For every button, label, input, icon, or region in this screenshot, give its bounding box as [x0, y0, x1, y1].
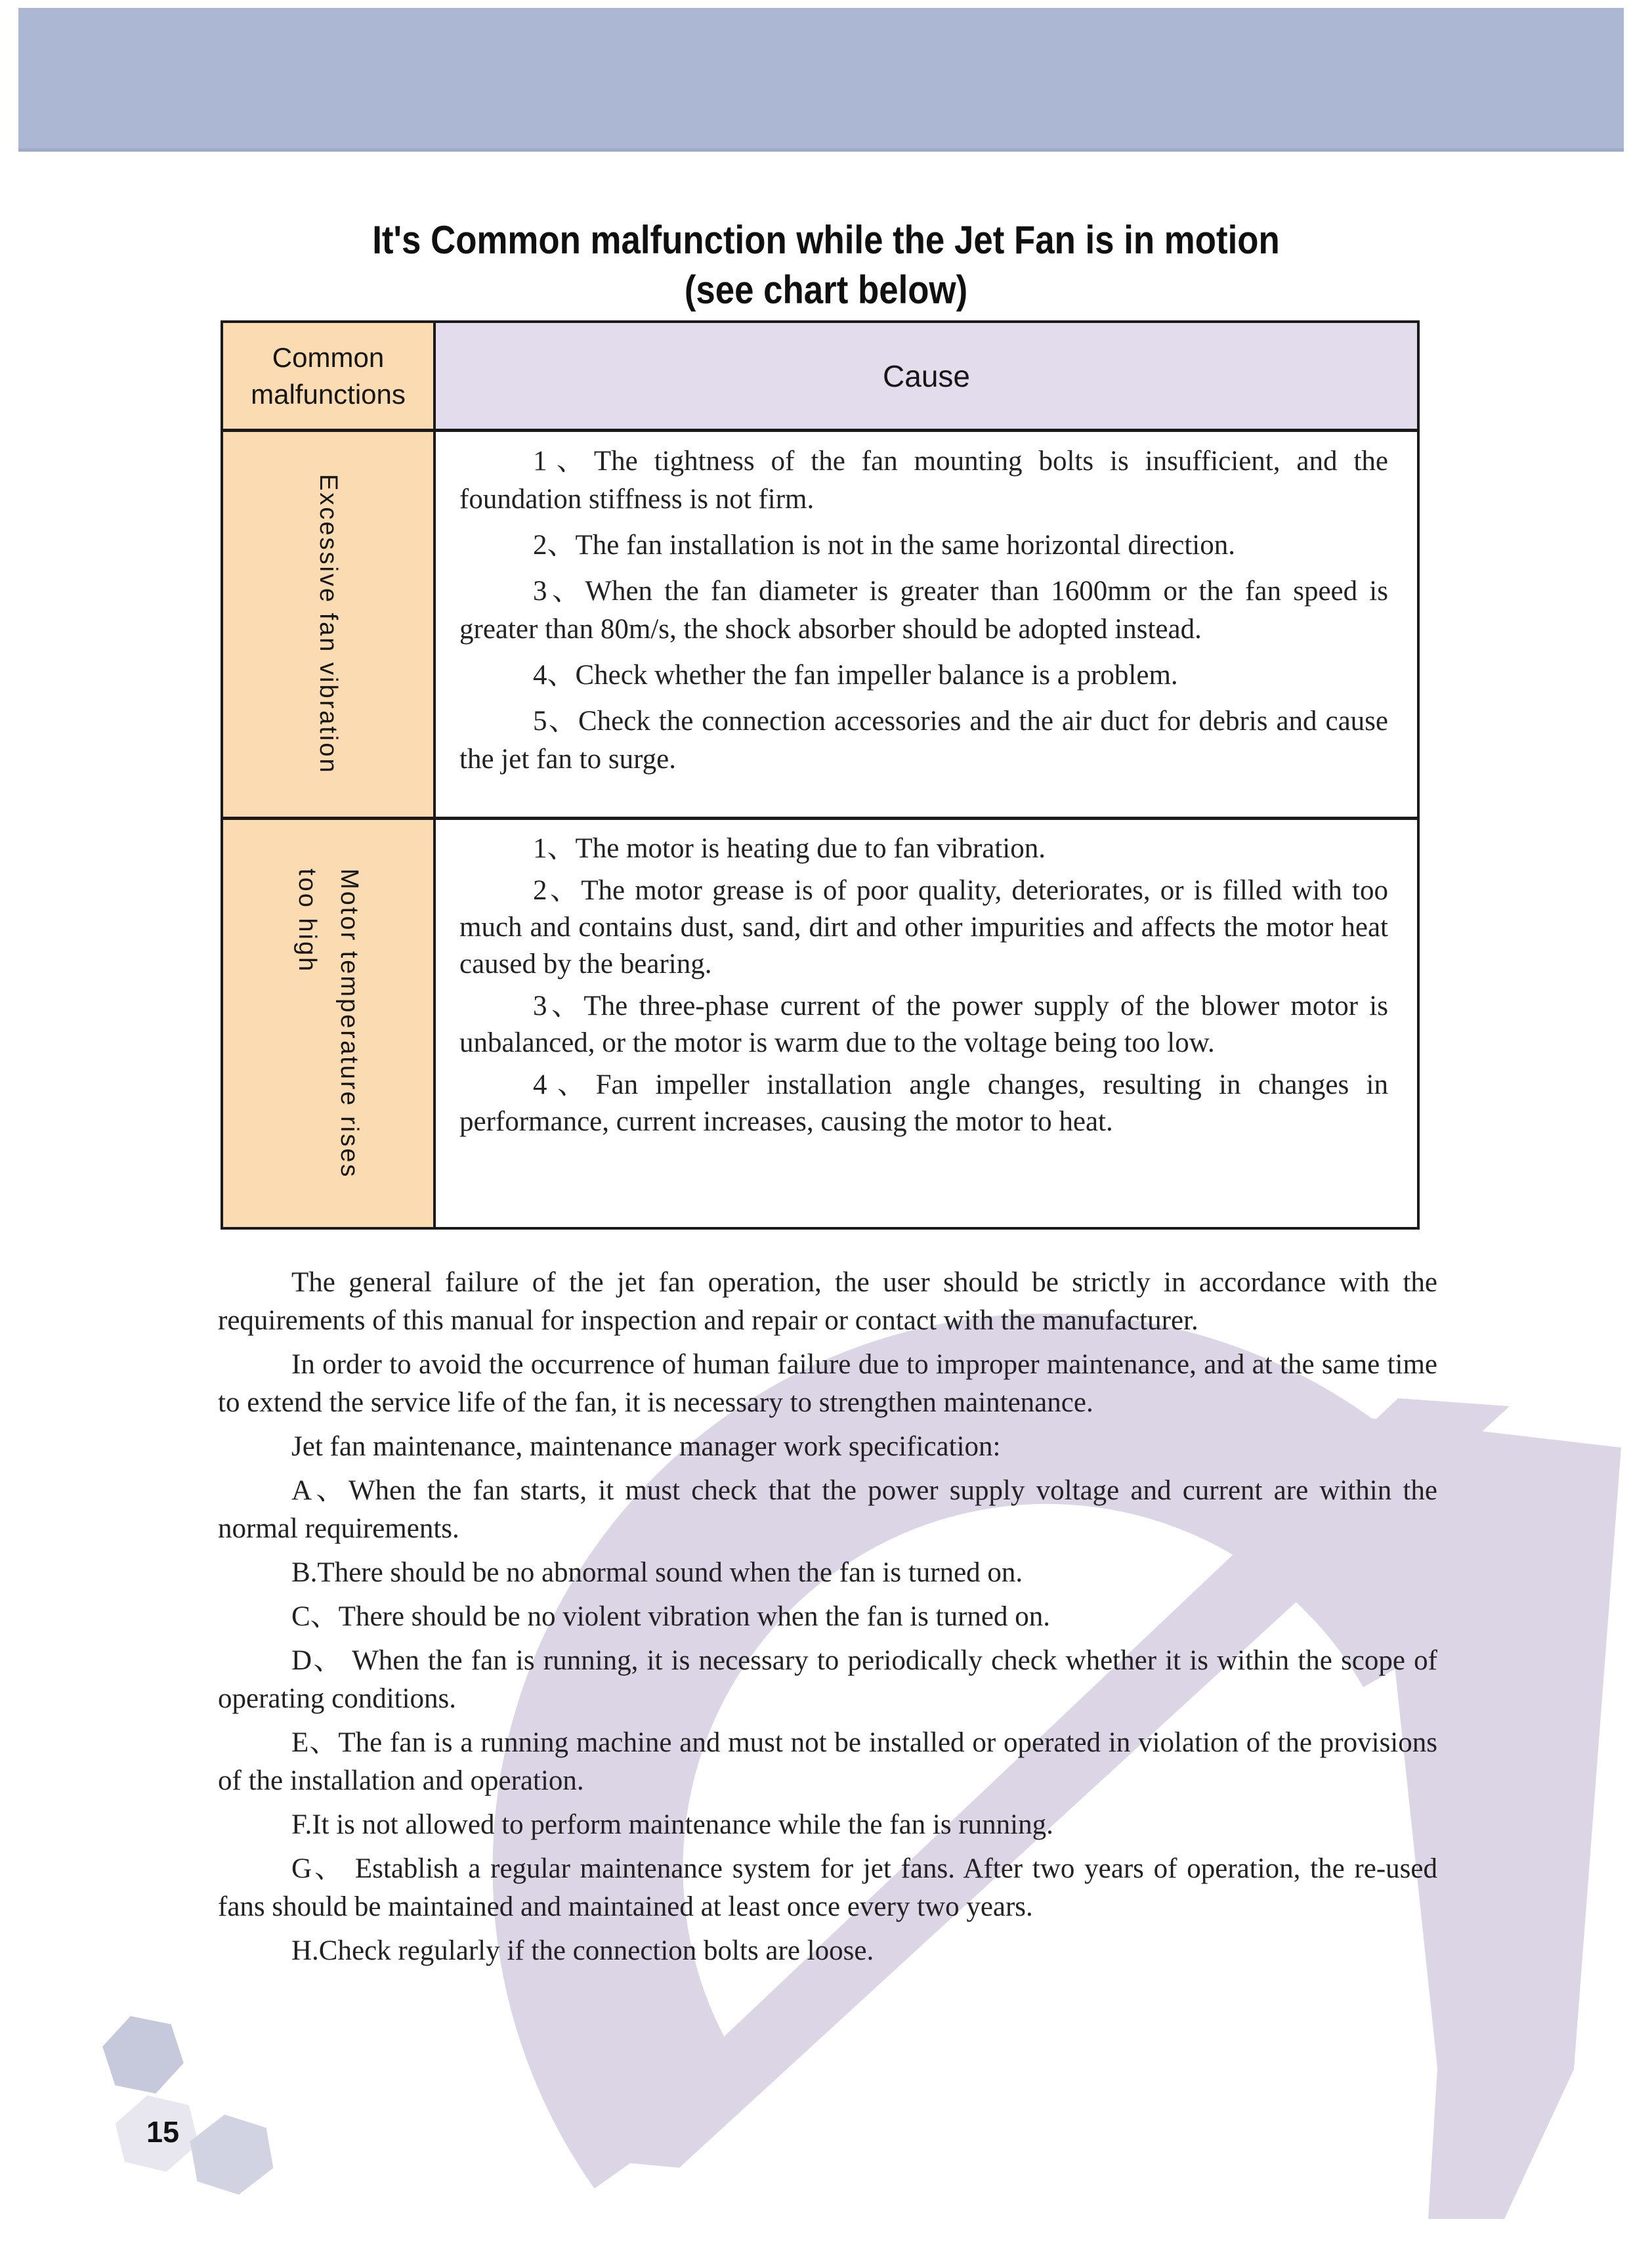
cause-item: 3、When the fan diameter is greater than 1600mm or the fan speed is greater than 80m/s, the shock absorber should be adopted instead. — [459, 576, 1388, 645]
body-paragraph: In order to avoid the occurrence of human failure due to improper maintenance, and at the same time to extend the service life of the fan, it is necessary to strengthen maintenance. — [218, 1349, 1437, 1418]
page-title — [99, 215, 1553, 315]
table-row-label-temperature — [223, 820, 436, 1227]
vertical-label-line: too high — [293, 868, 321, 974]
malfunction-table — [221, 320, 1420, 1230]
body-paragraph: Jet fan maintenance, maintenance manager work specification: — [291, 1431, 1001, 1462]
vertical-label — [286, 869, 370, 1178]
page-number: 15 — [146, 2115, 180, 2149]
body-paragraph: The general failure of the jet fan operation, the user should be strictly in accordance with the requirements of this manual for inspection and repair or contact with the manufacturer. — [218, 1267, 1437, 1336]
table-header-malfunctions: Common malfunctions — [223, 323, 436, 432]
cause-item: 1、The motor is heating due to fan vibration. — [533, 833, 1046, 864]
body-text — [218, 1264, 1437, 1976]
body-paragraph: C、There should be no violent vibration when the fan is turned on. — [291, 1601, 1050, 1632]
body-paragraph: A、When the fan starts, it must check that the power supply voltage and current are within the normal requirements. — [218, 1475, 1437, 1544]
cause-item: 2、The motor grease is of poor quality, deteriorates, or is filled with too much and contains dust, sand, dirt and other impurities and affects the motor heat caused by the bearing. — [459, 875, 1388, 979]
table-cell-temperature-causes — [436, 820, 1417, 1227]
cause-item: 1、The tightness of the fan mounting bolts is insufficient, and the foundation stiffness is not firm. — [459, 446, 1388, 515]
cause-item: 4、Fan impeller installation angle changes, resulting in changes in performance, current increases, causing the motor to heat. — [459, 1069, 1388, 1137]
cause-item: 4、Check whether the fan impeller balance is a problem. — [533, 660, 1178, 691]
body-paragraph: G、 Establish a regular maintenance system for jet fans. After two years of operation, the re-used fans should be maintained and maintained at least once every two years. — [218, 1853, 1437, 1922]
cause-item: 5、Check the connection accessories and the air duct for debris and cause the jet fan to surge. — [459, 706, 1388, 775]
table-row-label-vibration — [223, 432, 436, 820]
vertical-label-line: Excessive fan vibration — [314, 474, 342, 775]
page-title-line2: (see chart below) — [684, 268, 968, 312]
body-paragraph: B.There should be no abnormal sound when the fan is turned on. — [291, 1557, 1023, 1588]
cause-item: 2、The fan installation is not in the same horizontal direction. — [533, 530, 1235, 561]
table-cell-vibration-causes — [436, 432, 1417, 820]
body-paragraph: H.Check regularly if the connection bolts are loose. — [291, 1935, 874, 1966]
header-band — [18, 8, 1624, 152]
table-header-cause: Cause — [436, 323, 1417, 432]
page-title-line1: It's Common malfunction while the Jet Fan is in motion — [372, 218, 1280, 262]
body-paragraph: D、 When the fan is running, it is necessary to periodically check whether it is within the scope of operating conditions. — [218, 1645, 1437, 1714]
cause-item: 3、The three-phase current of the power supply of the blower motor is unbalanced, or the motor is warm due to the voltage being too low. — [459, 991, 1388, 1058]
body-paragraph: F.It is not allowed to perform maintenance while the fan is running. — [291, 1809, 1053, 1840]
vertical-label — [307, 474, 349, 775]
body-paragraph: E、The fan is a running machine and must not be installed or operated in violation of the provisions of the installation and operation. — [218, 1727, 1437, 1796]
vertical-label-line: Motor temperature rises — [335, 868, 363, 1179]
